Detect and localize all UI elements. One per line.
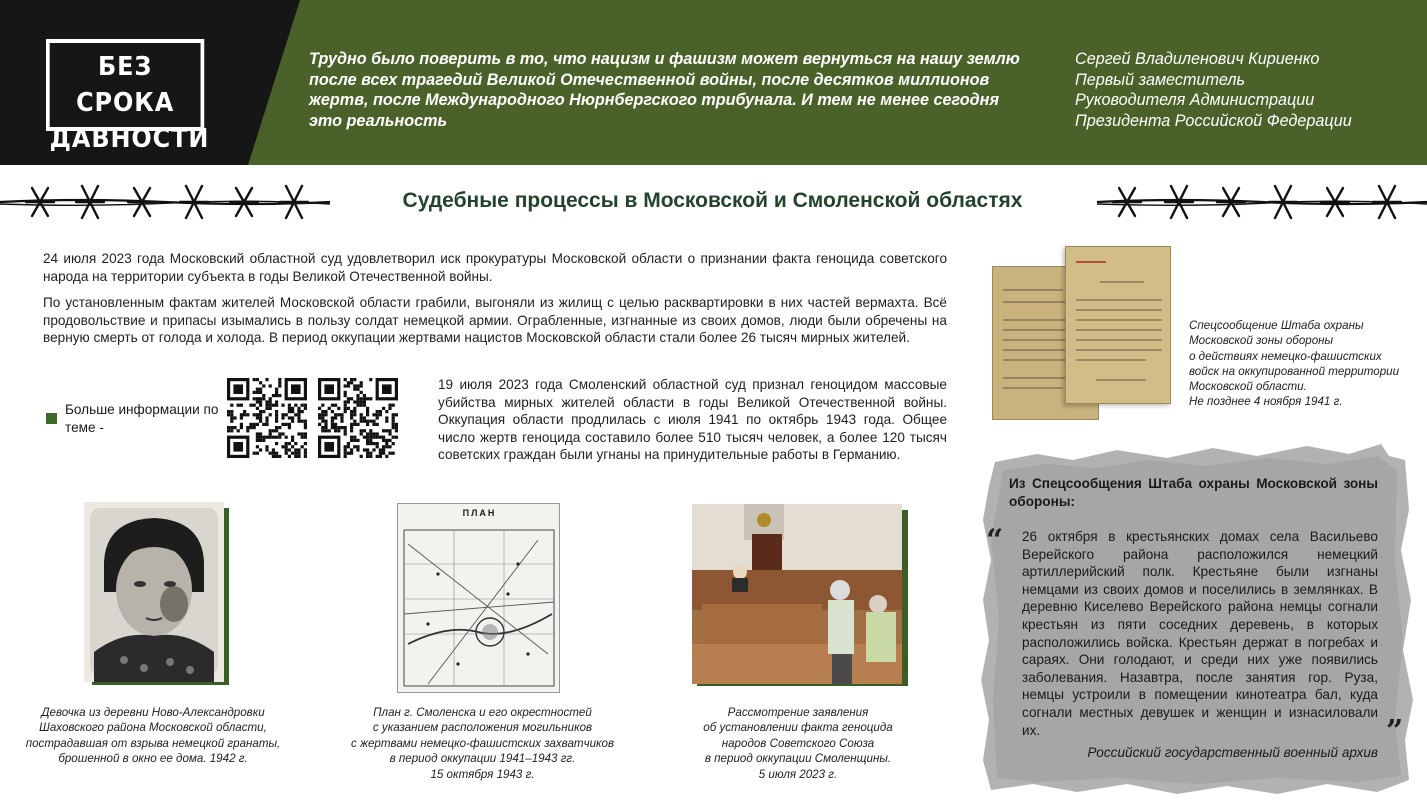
photo-girl-caption — [18, 705, 288, 767]
author-line: Первый заместитель — [1075, 70, 1246, 89]
caption-line: с указанием расположения могильников — [372, 721, 593, 735]
quote-author — [1075, 49, 1415, 131]
paragraph-moscow-court: 24 июля 2023 года Московский областной суд удовлетворил иск прокуратуры Московской области о признании факта геноцида советского народа на территории субъекта в годы Великой Отечественной войны. — [43, 251, 947, 284]
photo-courtroom — [692, 504, 902, 684]
caption-line: пострадавшая от взрыва немецкой гранаты, — [25, 736, 281, 750]
caption-line: Не позднее 4 ноября 1941 г. — [1189, 395, 1343, 409]
document-caption — [1189, 318, 1424, 410]
courtroom-image-icon — [692, 504, 902, 684]
author-line: Сергей Владиленович Кириенко — [1075, 50, 1320, 68]
photo-courtroom-caption — [668, 705, 928, 782]
caption-line: с жертвами немецко-фашистских захватчиков — [350, 736, 614, 750]
open-quote-icon: “ — [986, 523, 1004, 558]
caption-line: 5 июля 2023 г. — [758, 767, 838, 781]
author-line: Президента Российской Федерации — [1075, 111, 1352, 130]
barbed-wire-left-icon — [0, 176, 330, 228]
quote-line: Трудно было поверить в то, что нацизм и фашизм может вернуться на нашу землю — [309, 50, 1020, 68]
photo-map-caption — [335, 705, 630, 782]
archive-heading: Из Спецсообщения Штаба охраны Московской зоны обороны: — [1009, 476, 1378, 509]
portrait-image-icon — [84, 502, 224, 682]
quote-line: жертв, после Международного Нюрнбергского трибунала. И тем не менее сегодня — [309, 91, 999, 109]
caption-line: в период оккупации Смоленщины. — [704, 752, 892, 766]
caption-line: о действиях немецко-фашистских — [1189, 349, 1382, 363]
logo-line-1: БЕЗ СРОКА — [76, 52, 175, 118]
quote-line: это реальность — [309, 111, 448, 130]
more-info-label: Больше информации по теме - — [65, 402, 219, 435]
caption-line: Спецсообщение Штаба охраны — [1189, 319, 1364, 332]
logo-line-2: ДАВНОСТИ — [49, 124, 210, 154]
map-image-icon — [398, 504, 560, 693]
paragraph-smolensk-court: 19 июля 2023 года Смоленский областной суд признал геноцидом массовые убийства мирных жителей области в годы Великой Отечественной войны. Оккупация области продлилась с июля 1941 по октябрь 1943 года. Общее число жертв геноцида составило более 510 тысяч человек, а более 120 тысяч советских граждан были угнаны на принудительные работы в Германию. — [438, 377, 947, 463]
caption-line: План г. Смоленска и его окрестностей — [373, 706, 592, 719]
page-title: Судебные процессы в Московской и Смоленской областях — [402, 189, 1023, 212]
qr-code-icon[interactable] — [318, 378, 398, 458]
map-label: ПЛАН — [462, 508, 497, 518]
archive-source: Российский государственный военный архив — [1087, 745, 1378, 760]
caption-line: Шаховского района Московской области, — [39, 721, 267, 735]
header-quote — [309, 49, 1034, 131]
qr-code-icon[interactable] — [227, 378, 307, 458]
archive-quote-text: 26 октября в крестьянских домах села Васильево Верейского района расположился немецкий артиллерийский полк. Крестьяне были изгнаны немцами из своих домов и поселились в землянках. В деревню Киселево Верейского района немцы согнали крестьян из пяти соседних деревень, в которых расположились войска. Крестьян держат в погребах и сараях. Они голодают, и среди них уже появились заболевания. Назавтра, после занятия гор. Руза, немцы устроили в помещении кинотеатра бал, куда согнали местных девушек и женщин и изнасиловали их. — [1022, 529, 1378, 738]
caption-line: Московской области. — [1189, 380, 1307, 394]
logo — [46, 39, 210, 154]
photo-girl — [84, 502, 224, 682]
author-line: Руководителя Администрации — [1075, 91, 1315, 109]
caption-line: брошенной в окно ее дома. 1942 г. — [58, 752, 248, 766]
close-quote-icon: ” — [1386, 714, 1404, 749]
header-band — [0, 0, 1427, 165]
caption-line: в период оккупации 1941–1943 гг. — [389, 752, 576, 766]
caption-line: народов Советского Союза — [721, 736, 875, 750]
caption-line: об установлении факта геноцида — [703, 721, 893, 735]
caption-line: Московской зоны обороны — [1189, 334, 1334, 348]
barbed-wire-right-icon — [1097, 176, 1427, 228]
caption-line: Девочка из деревни Ново-Александровки — [41, 706, 265, 719]
document-scan-page — [1065, 246, 1171, 404]
quote-line: после всех трагедий Великой Отечественной войны, после десятков миллионов — [309, 70, 990, 89]
caption-line: Рассмотрение заявления — [727, 706, 869, 719]
caption-line: 15 октября 1943 г. — [430, 767, 535, 781]
paragraph-moscow-facts: По установленным фактам жителей Московской области грабили, выгоняли из жилищ с целью расквартировки в них частей вермахта. Всё продовольствие и припасы изымались в пользу солдат немецкой армии. Ограбленные, изгнанные из своих домов, люди были обречены на верную смерть от голода и холода. В период оккупации жертвами нацистов Московской области стали более 26 тысяч мирных жителей. — [43, 295, 947, 346]
caption-line: войск на оккупированной территории — [1189, 364, 1400, 378]
photo-map — [397, 503, 560, 693]
bullet-square-icon — [46, 413, 57, 424]
